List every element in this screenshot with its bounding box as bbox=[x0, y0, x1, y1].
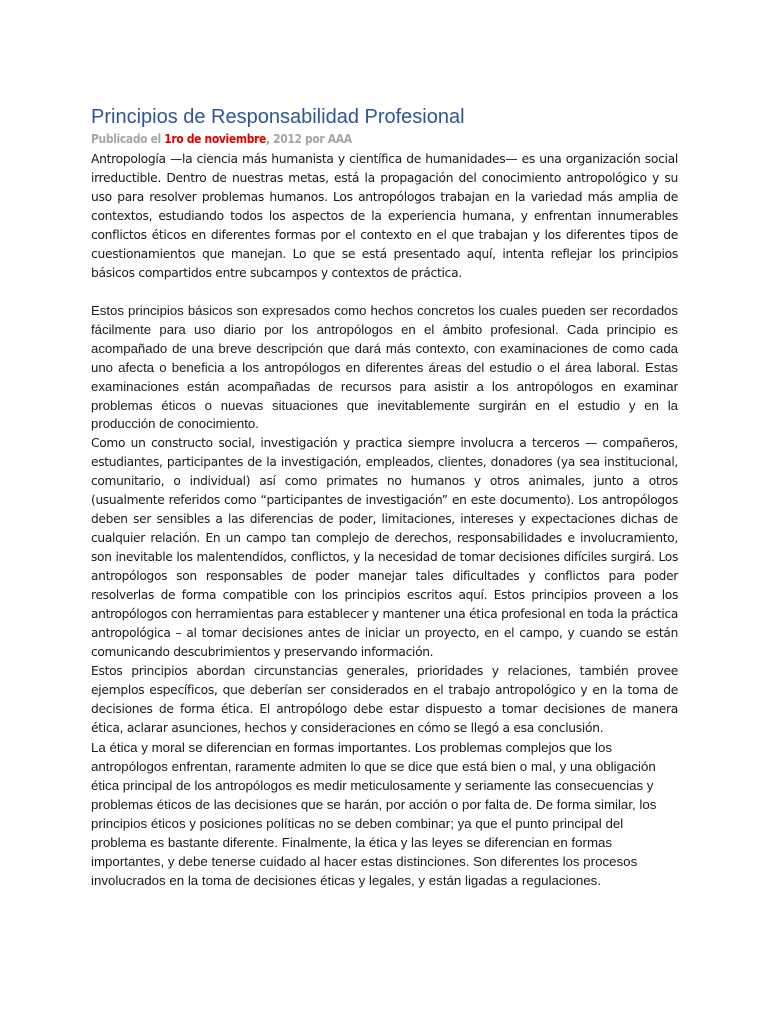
meta-prefix: Publicado el bbox=[91, 131, 165, 146]
paragraph-ethics-moral: La ética y moral se diferencian en formas importantes. Los problemas complejos que los antropólogos enfrentan, raramente admiten lo que se dice que está bien o mal, y una obligación ética principal de los antropólogos es medir meticulosamente y seriamente las consecuencias y problemas éticos de las decisiones que se harán, por acción o por falta de. De forma similar, los principios éticos y posiciones políticas no se deben combinar; ya que el punto principal del problema es bastante diferente. Finalmente, la ética y las leyes se diferencian en formas importantes, y debe tenerse cuidado al hacer estas distinciones. Son diferentes los procesos involucrados en la toma de decisiones éticas y legales, y están ligadas a regulaciones. bbox=[91, 740, 657, 889]
publication-meta bbox=[91, 130, 596, 148]
document-page bbox=[91, 104, 678, 890]
paragraph-intro: Antropología —la ciencia más humanista y científica de humanidades— es una organización social irreductible. Dentro de nuestras metas, está la propagación del conocimiento antropológico y su uso para resolver problemas humanos. Los antropólogos trabajan en la variedad más amplia de contextos, estudiando todos los aspectos de la experiencia humana, y enfrentan innumerables conflictos éticos en diferentes formas por el contexto en el que trabajan y los diferentes tipos de cuestionamientos que manejan. Lo que se está presentado aquí, intenta reflejar los principios básicos compartidos entre subcampos y contextos de práctica. bbox=[91, 152, 678, 280]
paragraph-principles: Estos principios básicos son expresados como hechos concretos los cuales pueden ser recordados fácilmente para uso diario por los antropólogos en el ámbito profesional. Cada principio es acompañado de una breve descripción que dará más contexto, con examinaciones de como cada uno afecta o beneficia a los antropólogos en diferentes áreas del estudio o el área laboral. Estas examinaciones están acompañadas de recursos para asistir a los antropólogos en examinar problemas éticos o nuevas situaciones que inevitablemente surgirán en el estudio y en la producción de conocimiento. bbox=[91, 303, 678, 432]
paragraph-spacer bbox=[91, 283, 678, 302]
paragraph-social-construct: Como un constructo social, investigación y practica siempre involucra a terceros — compañeros, estudiantes, participantes de la investigación, empleados, clientes, donadores (ya sea institucional, comunitario, o individual) así como primates no humanos y otros animales, junto a otros (usualmente referidos como “participantes de investigación” en este documento). Los antropólogos deben ser sensibles a las diferencias de poder, limitaciones, intereses y expectaciones dichas de cualquier relación. En un campo tan complejo de derechos, responsabilidades e involucramiento, son inevitable los malentendidos, conflictos, y la necesidad de tomar decisiones difíciles surgirá. Los antropólogos son responsables de poder manejar tales dificultades y conflictos para poder resolverlas de forma compatible con los principios escritos aquí. Estos principios proveen a los antropólogos con herramientas para establecer y mantener una ética profesional en toda la práctica antropológica – al tomar decisiones antes de iniciar un proyecto, en el campo, y cuando se están comunicando descubrimientos y preservando información. bbox=[91, 436, 678, 660]
paragraph-circumstances: Estos principios abordan circunstancias generales, prioridades y relaciones, también provee ejemplos específicos, que deberían ser considerados en el trabajo antropológico y en la toma de decisiones de forma ética. El antropólogo debe estar dispuesto a tomar decisiones de manera ética, aclarar asunciones, hechos y consideraciones en cómo se llegó a esa conclusión. bbox=[91, 664, 678, 736]
publication-date: 1ro de noviembre bbox=[164, 131, 266, 146]
page-title: Principios de Responsabilidad Profesional bbox=[91, 106, 465, 128]
meta-suffix: , 2012 por AAA bbox=[265, 131, 352, 146]
